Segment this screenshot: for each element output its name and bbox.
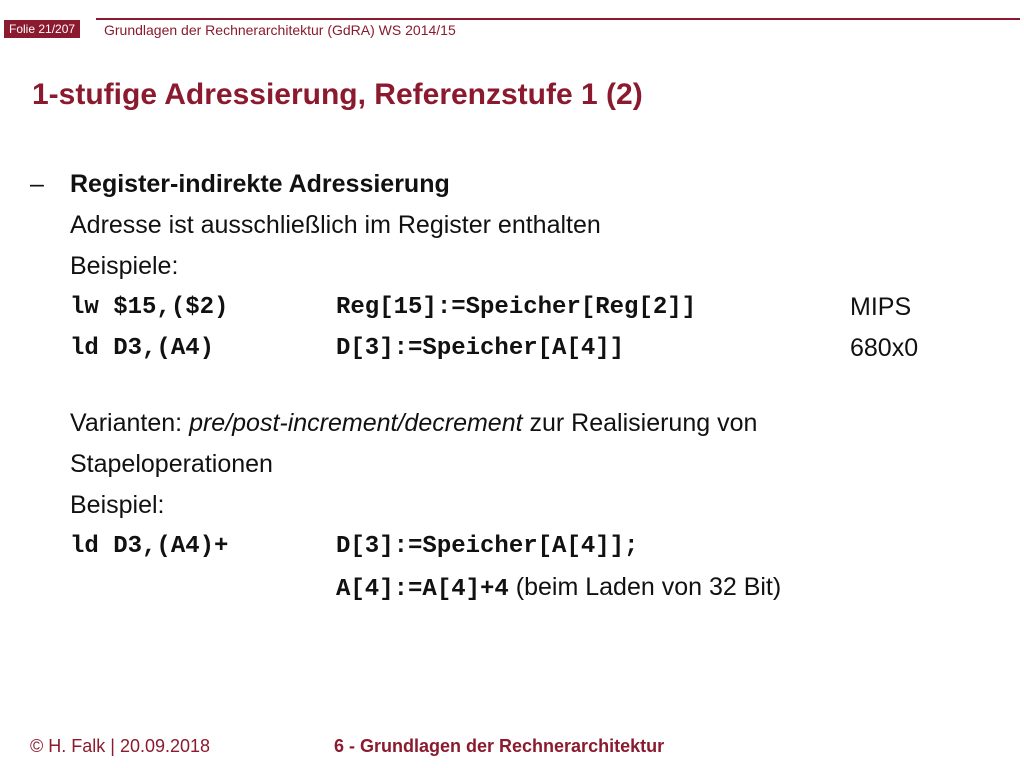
examples-label-line [30,246,990,287]
example-instruction: lw $15,($2) [70,294,229,321]
slide-title: 1-stufige Adressierung, Referenzstufe 1 (2) [32,78,643,111]
variants-line-2 [30,444,990,485]
postinc-example-row [30,526,990,567]
example-row [30,328,990,369]
variants-text [70,403,757,444]
postinc-example-row-2 [30,567,990,608]
postinc-semantics-2 [336,567,781,610]
variants-text-2: Stapeloperationen [70,450,273,478]
slide-header [0,0,1024,42]
postinc-note: (beim Laden von 32 Bit) [508,573,782,601]
bullet-heading-line [30,164,990,205]
slide-content [30,164,990,608]
variants-italic: pre/post-increment/decrement [189,409,523,437]
postinc-code: A[4]:=A[4]+4 [336,576,509,603]
slide-footer [0,730,1024,764]
example-semantics: D[3]:=Speicher[A[4]] [336,335,625,362]
example-instruction: ld D3,(A4) [70,335,215,362]
description-line [30,205,990,246]
example-row [30,287,990,328]
footer-chapter: 6 - Grundlagen der Rechnerarchitektur [334,736,665,756]
example-semantics: Reg[15]:=Speicher[Reg[2]] [336,294,697,321]
description-text: Adresse ist ausschließlich im Register enthalten [70,211,601,239]
slide-number-badge: Folie 21/207 [4,20,80,38]
variants-suffix: zur Realisierung von [522,409,758,437]
course-title: Grundlagen der Rechnerarchitektur (GdRA) WS 2014/15 [104,22,456,38]
bullet-heading: Register-indirekte Adressierung [70,170,450,198]
example-architecture: 680x0 [850,334,919,362]
postinc-instruction: ld D3,(A4)+ [70,533,229,560]
example-label: Beispiel: [70,491,165,519]
variants-line [30,403,990,444]
footer-author-date: © H. Falk | 20.09.2018 [30,736,211,756]
examples-label: Beispiele: [70,252,179,280]
spacer [30,369,990,403]
variants-prefix: Varianten: [70,409,190,437]
postinc-semantics-1: D[3]:=Speicher[A[4]]; [336,533,639,560]
example-label-line [30,485,990,526]
example-architecture: MIPS [850,293,912,321]
header-rule [96,18,1020,20]
bullet-dash: – [30,170,44,198]
